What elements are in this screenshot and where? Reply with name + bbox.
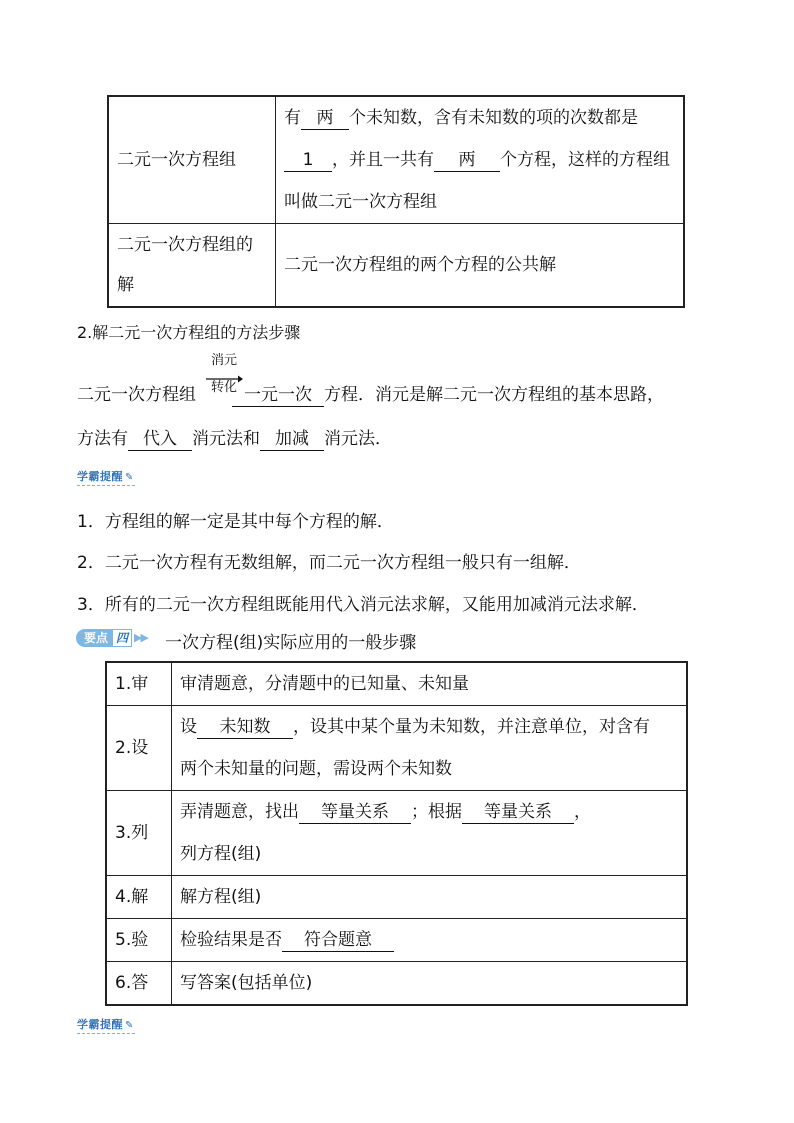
table-row bbox=[106, 791, 687, 876]
tip-item: 1．方程组的解一定是其中每个方程的解． bbox=[77, 512, 394, 532]
text: 设 bbox=[180, 717, 197, 737]
text: 消元法． bbox=[324, 429, 392, 449]
definition-table bbox=[107, 95, 685, 308]
step-cell: 5.验 bbox=[106, 919, 172, 962]
step-text: 审清题意，分清题中的已知量、未知量 bbox=[172, 662, 688, 706]
step-text bbox=[172, 706, 688, 791]
answer-blank: 两 bbox=[301, 107, 349, 130]
step-text bbox=[172, 919, 688, 962]
tip-item: 3．所有的二元一次方程组既能用代入消元法求解，又能用加减消元法求解． bbox=[77, 595, 649, 615]
text: 两个未知量的问题，需设两个未知数 bbox=[180, 759, 452, 779]
term-cell bbox=[108, 224, 276, 308]
text: 个方程，这样的方程组 bbox=[500, 150, 670, 170]
text: ，设其中某个量为未知数，并注意单位，对含有 bbox=[293, 717, 650, 737]
step-cell: 4.解 bbox=[106, 876, 172, 919]
text: 消元法和 bbox=[192, 429, 260, 449]
step-cell: 1.审 bbox=[106, 662, 172, 706]
answer-blank: 加减 bbox=[260, 428, 324, 451]
text: 弄清题意，找出 bbox=[180, 802, 299, 822]
pen-icon: ✎ bbox=[125, 472, 134, 483]
method-line-2 bbox=[77, 424, 392, 451]
tip-label bbox=[77, 1016, 135, 1034]
definition-cell: 二元一次方程组的两个方程的公共解 bbox=[276, 224, 685, 308]
text: ， bbox=[574, 802, 591, 822]
arrow-top-label: 消元 bbox=[210, 353, 237, 368]
text: 方法有 bbox=[77, 429, 128, 449]
point-title: 一次方程(组)实际应用的一般步骤 bbox=[165, 633, 417, 653]
step-cell: 3.列 bbox=[106, 791, 172, 876]
table-row bbox=[106, 662, 687, 706]
arrow-bottom-label: 转化 bbox=[210, 380, 237, 395]
badge-label: 要点 bbox=[76, 629, 112, 647]
text: 二元一次方程组 bbox=[77, 385, 196, 405]
term-cell: 二元一次方程组 bbox=[108, 96, 276, 224]
step-text: 写答案(包括单位) bbox=[172, 962, 688, 1006]
text: 学霸提醒 bbox=[77, 470, 123, 483]
table-row bbox=[106, 919, 687, 962]
text: 方程．消元是解二元一次方程组的基本思路， bbox=[324, 385, 664, 405]
text: ；根据 bbox=[411, 802, 462, 822]
double-arrow-icon: ▶▶ bbox=[134, 631, 147, 644]
text: 叫做二元一次方程组 bbox=[284, 192, 437, 212]
table-row bbox=[108, 96, 684, 224]
answer-blank: 等量关系 bbox=[299, 801, 411, 824]
text: 检验结果是否 bbox=[180, 930, 282, 950]
table-row bbox=[106, 706, 687, 791]
text: 有 bbox=[284, 108, 301, 128]
step-cell: 6.答 bbox=[106, 962, 172, 1006]
text: 解 bbox=[117, 275, 134, 295]
table-row bbox=[108, 224, 684, 308]
method-line-1 bbox=[77, 380, 664, 407]
table-row bbox=[106, 876, 687, 919]
text: 二元一次方程组的 bbox=[117, 235, 253, 255]
step-text bbox=[172, 791, 688, 876]
tip-item: 2．二元一次方程有无数组解，而二元一次方程组一般只有一组解． bbox=[77, 553, 581, 573]
step-cell: 2.设 bbox=[106, 706, 172, 791]
answer-blank: 一元一次 bbox=[232, 384, 324, 407]
text: ，并且一共有 bbox=[332, 150, 434, 170]
arrow-icon bbox=[205, 369, 243, 379]
steps-table bbox=[105, 661, 688, 1006]
tip-label bbox=[77, 468, 135, 486]
text: 学霸提醒 bbox=[77, 1018, 123, 1031]
definition-cell bbox=[276, 96, 685, 224]
answer-blank: 1 bbox=[284, 149, 332, 172]
table-row bbox=[106, 962, 687, 1006]
answer-blank: 符合题意 bbox=[282, 929, 394, 952]
section-title: 2.解二元一次方程组的方法步骤 bbox=[77, 323, 301, 342]
text: 列方程(组) bbox=[180, 844, 262, 864]
text: 个未知数，含有未知数的项的次数都是 bbox=[349, 108, 638, 128]
pen-icon: ✎ bbox=[125, 1020, 134, 1031]
answer-blank: 等量关系 bbox=[462, 801, 574, 824]
point-badge bbox=[76, 628, 147, 647]
answer-blank: 两 bbox=[434, 149, 500, 172]
answer-blank: 未知数 bbox=[197, 716, 293, 739]
answer-blank: 代入 bbox=[128, 428, 192, 451]
badge-number: 四 bbox=[112, 629, 132, 647]
step-text: 解方程(组) bbox=[172, 876, 688, 919]
